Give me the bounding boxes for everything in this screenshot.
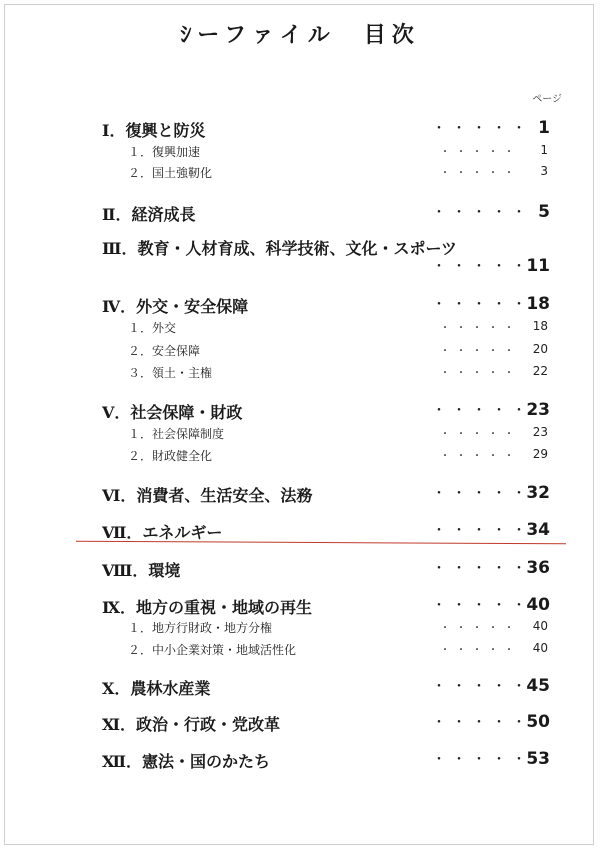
toc-section-title[interactable]: Ⅺ．政治・行政・党改革 bbox=[102, 715, 281, 734]
toc-subsection-title[interactable]: ２．中小企業対策・地域活性化 bbox=[128, 643, 297, 657]
toc-leader-dots: ・・・・・ bbox=[440, 147, 520, 158]
toc-page-number: 1 bbox=[538, 118, 550, 138]
toc-page-number: 32 bbox=[526, 483, 550, 503]
toc-leader-dots: ・・・・・ bbox=[432, 205, 532, 221]
toc-leader-dots: ・・・・・ bbox=[432, 715, 532, 731]
toc-leader-dots: ・・・・・ bbox=[432, 403, 532, 419]
toc-page-number: 22 bbox=[532, 364, 548, 378]
toc-leader-dots: ・・・・・ bbox=[432, 297, 532, 313]
toc-section-title[interactable]: Ⅷ．環境 bbox=[102, 561, 181, 580]
toc-leader-dots: ・・・・・ bbox=[440, 323, 520, 334]
toc-page-number: 18 bbox=[532, 319, 548, 333]
toc-section-title[interactable]: Ⅳ．外交・安全保障 bbox=[102, 297, 249, 316]
toc-section-title[interactable]: Ⅹ．農林水産業 bbox=[102, 679, 211, 698]
page-column-label: ページ bbox=[532, 94, 562, 105]
toc-page-number: 5 bbox=[538, 202, 550, 222]
toc-subsection-title[interactable]: ２．安全保障 bbox=[128, 344, 201, 358]
toc-leader-dots: ・・・・・ bbox=[440, 346, 520, 357]
toc-page-number: 18 bbox=[526, 294, 550, 314]
toc-leader-dots: ・・・・・ bbox=[432, 523, 532, 539]
toc-subsection-title[interactable]: １．地方行財政・地方分権 bbox=[128, 621, 273, 635]
toc-page-number: 1 bbox=[540, 143, 548, 157]
toc-leader-dots: ・・・・・ bbox=[432, 561, 532, 577]
toc-section-title[interactable]: Ⅵ．消費者、生活安全、法務 bbox=[102, 486, 313, 505]
toc-subsection-title[interactable]: １．復興加速 bbox=[128, 145, 201, 159]
toc-subsection-title[interactable]: １．外交 bbox=[128, 321, 177, 335]
toc-page-number: 23 bbox=[526, 400, 550, 420]
toc-page-number: 29 bbox=[532, 447, 548, 461]
toc-page-number: 3 bbox=[540, 164, 548, 178]
toc-page-number: 36 bbox=[526, 558, 550, 578]
toc-page-number: 50 bbox=[526, 712, 550, 732]
toc-leader-dots: ・・・・・ bbox=[440, 368, 520, 379]
toc-subsection-title[interactable]: ２．財政健全化 bbox=[128, 449, 213, 463]
toc-page-number: 45 bbox=[526, 676, 550, 696]
toc-page-number: 20 bbox=[532, 342, 548, 356]
toc-leader-dots: ・・・・・ bbox=[432, 598, 532, 614]
toc-subsection-title[interactable]: ３．領土・主権 bbox=[128, 366, 213, 380]
toc-subsection-title[interactable]: １．社会保障制度 bbox=[128, 427, 225, 441]
toc-section-title[interactable]: Ⅶ．エネルギー bbox=[102, 523, 223, 542]
toc-section-title[interactable]: Ⅴ．社会保障・財政 bbox=[102, 403, 243, 422]
toc-leader-dots: ・・・・・ bbox=[440, 168, 520, 179]
toc-page-number: 40 bbox=[532, 619, 548, 633]
toc-page-number: 34 bbox=[526, 520, 550, 540]
toc-leader-dots: ・・・・・ bbox=[440, 429, 520, 440]
toc-page-number: 11 bbox=[526, 256, 550, 276]
toc-leader-dots: ・・・・・ bbox=[440, 645, 520, 656]
page-title: ｼーファイル 目次 bbox=[180, 22, 420, 48]
toc-leader-dots: ・・・・・ bbox=[432, 679, 532, 695]
toc-page-number: 53 bbox=[526, 749, 550, 769]
toc-leader-dots: ・・・・・ bbox=[432, 752, 532, 768]
toc-leader-dots: ・・・・・ bbox=[432, 486, 532, 502]
toc-leader-dots: ・・・・・ bbox=[432, 259, 532, 275]
toc-subsection-title[interactable]: ２．国土強靭化 bbox=[128, 166, 213, 180]
toc-section-title[interactable]: Ⅻ．憲法・国のかたち bbox=[102, 752, 271, 771]
toc-page-number: 23 bbox=[532, 425, 548, 439]
toc-page-number: 40 bbox=[526, 595, 550, 615]
toc-page-number: 40 bbox=[532, 641, 548, 655]
toc-leader-dots: ・・・・・ bbox=[440, 623, 520, 634]
toc-section-title[interactable]: Ⅲ．教育・人材育成、科学技術、文化・スポーツ bbox=[102, 239, 457, 258]
toc-leader-dots: ・・・・・ bbox=[432, 121, 532, 137]
toc-section-title[interactable]: Ⅱ．経済成長 bbox=[102, 205, 196, 224]
toc-section-title[interactable]: Ⅸ．地方の重視・地域の再生 bbox=[102, 598, 313, 617]
toc-leader-dots: ・・・・・ bbox=[440, 451, 520, 462]
toc-section-title[interactable]: Ⅰ．復興と防災 bbox=[102, 121, 206, 140]
